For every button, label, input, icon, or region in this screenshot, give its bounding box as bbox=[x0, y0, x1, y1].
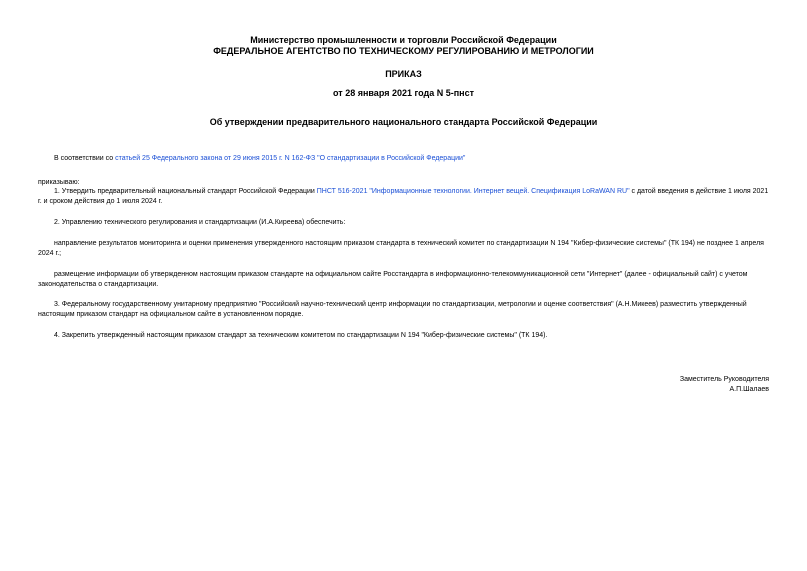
item-1-paragraph bbox=[38, 187, 770, 207]
item-1-prefix: 1. Утвердить предварительный национальный стандарт Российской Федерации bbox=[54, 188, 317, 195]
item-2-direct-paragraph: направление результатов мониторинга и оценки применения утвержденного настоящим приказом стандарта в технический комитет по стандартизации N 194 "Кибер-физические системы" (ТК 194) не позднее 1 апреля 2024 г.; bbox=[38, 240, 764, 257]
item-1-suffix: с датой введения в действие 1 июля 2021 г. и сроком действия до 1 июля 2024 г. bbox=[38, 188, 769, 205]
basis-prefix: В соответствии со bbox=[54, 155, 116, 162]
order-word: приказываю: bbox=[38, 179, 80, 186]
standard-link[interactable]: ПНСТ 516-2021 "Информационные технологии. Интернет вещей. Спецификация LoRaWAN RU" bbox=[316, 188, 630, 195]
federal-law-link[interactable]: статьей 25 Федерального закона от 29 июня 2015 г. N 162-ФЗ "О стандартизации в Российской Федерации" bbox=[115, 155, 466, 162]
basis-paragraph bbox=[38, 154, 770, 164]
item-4-paragraph: 4. Закрепить утвержденный настоящим приказом стандарт за техническим комитетом по стандартизации N 194 "Кибер-физические системы" (ТК 194). bbox=[54, 332, 548, 339]
document-type: ПРИКАЗ bbox=[385, 69, 422, 79]
signatory-position: Заместитель Руководителя bbox=[679, 376, 769, 383]
document-date-number: от 28 января 2021 года N 5-пнст bbox=[333, 88, 474, 98]
ministry-name: Министерство промышленности и торговли Российской Федерации bbox=[250, 35, 557, 45]
document-title: Об утверждении предварительного национального стандарта Российской Федерации bbox=[209, 117, 598, 127]
item-2-placement-paragraph: размещение информации об утвержденном настоящим приказом стандарте на официальном сайте Росстандарта в информационно-телекоммуникационной сети "Интернет" (далее - официальный сайт) с учетом законодательства о стандартизации. bbox=[38, 271, 748, 288]
item-2-paragraph: 2. Управлению технического регулирования и стандартизации (И.А.Киреева) обеспечить: bbox=[54, 219, 346, 226]
item-3-paragraph: 3. Федеральному государственному унитарному предприятию "Российский научно-технический центр информации по стандартизации, метрологии и оценке соответствия" (А.Н.Микеев) разместить утвержденный настоящим приказом стандарт на официальном сайте в установленном порядке. bbox=[38, 301, 747, 318]
agency-name: ФЕДЕРАЛЬНОЕ АГЕНТСТВО ПО ТЕХНИЧЕСКОМУ РЕГУЛИРОВАНИЮ И МЕТРОЛОГИИ bbox=[213, 46, 594, 56]
signatory-name: А.П.Шалаев bbox=[729, 386, 769, 393]
